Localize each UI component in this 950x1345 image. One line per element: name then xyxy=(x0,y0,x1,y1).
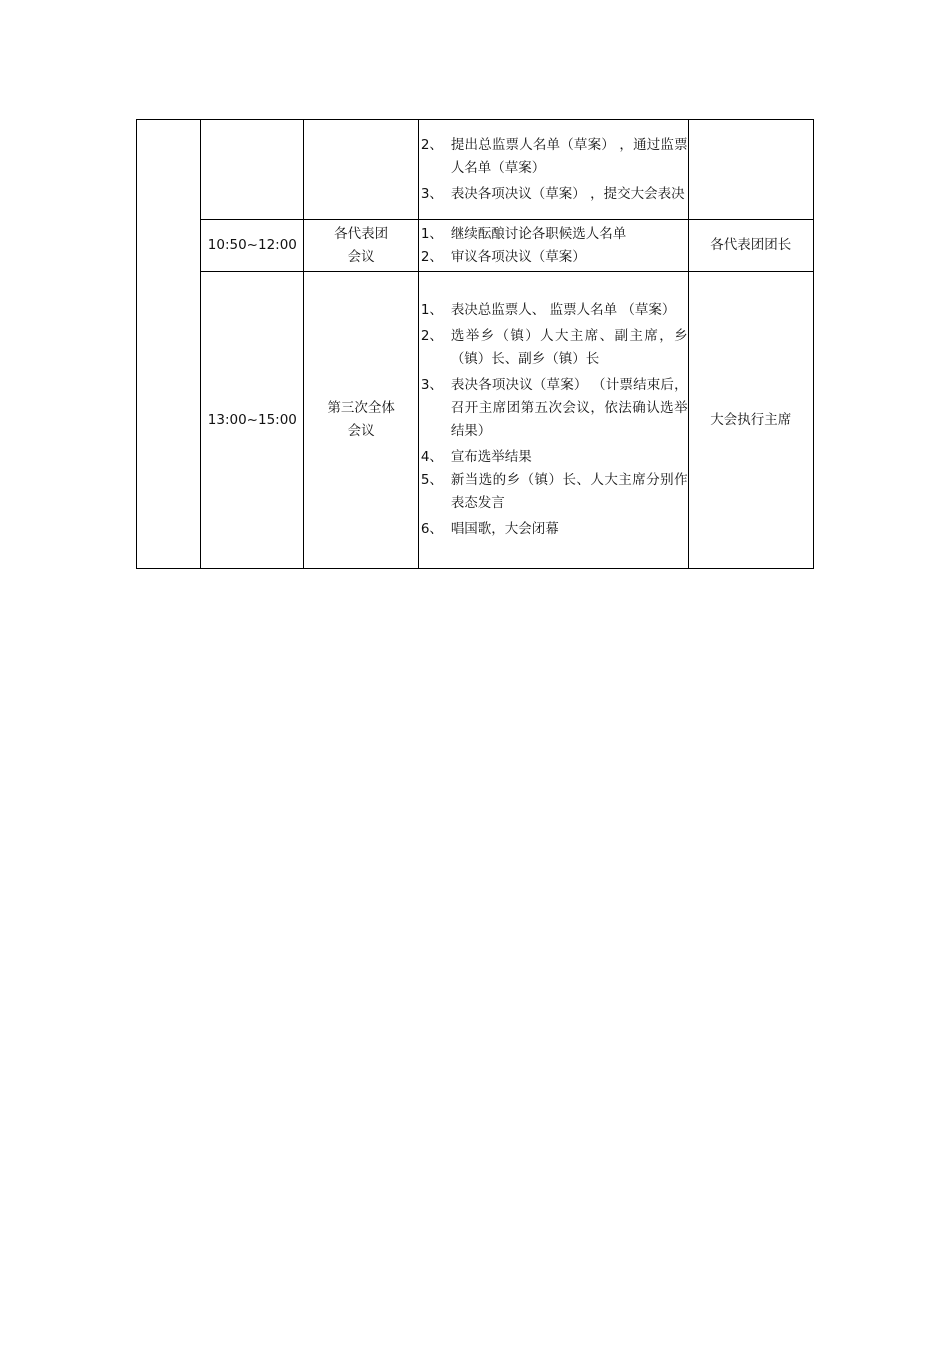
item-number: 4、 xyxy=(420,449,443,465)
item-text: 审议各项决议（草案） xyxy=(450,248,586,265)
item-text: 宣布选举结果 xyxy=(450,449,532,465)
table-row xyxy=(137,272,814,569)
agenda-item xyxy=(419,299,688,322)
item-text: 唱国歌，大会闭幕 xyxy=(450,521,559,537)
item-number: 6、 xyxy=(420,521,443,537)
agenda-item xyxy=(419,246,688,269)
agenda-item xyxy=(419,469,688,515)
table-row xyxy=(137,220,814,272)
meeting-type-line: 会议 xyxy=(347,423,375,439)
agenda-items-cell xyxy=(418,272,688,569)
item-text: 选举乡（镇）人大主席、副主席，乡（镇）长、副乡（镇）长 xyxy=(450,328,688,367)
agenda-items-cell xyxy=(418,120,688,220)
item-number: 2、 xyxy=(420,328,443,344)
time-cell xyxy=(201,120,304,220)
agenda-item xyxy=(419,518,688,541)
item-text: 表决总监票人、 监票人名单 （草案） xyxy=(450,302,676,318)
meeting-type-line: 各代表团 xyxy=(334,225,389,242)
agenda-item xyxy=(419,134,688,180)
item-number: 2、 xyxy=(420,248,443,265)
host-cell: 各代表团团长 xyxy=(688,220,813,272)
item-text: 表决各项决议（草案） ，提交大会表决 xyxy=(450,185,685,202)
blank-date-cell xyxy=(137,120,201,569)
host-cell xyxy=(688,120,813,220)
table-row xyxy=(137,120,814,220)
item-number: 3、 xyxy=(420,185,443,202)
time-cell: 10:50~12:00 xyxy=(201,220,304,272)
item-number: 3、 xyxy=(420,377,443,393)
agenda-item xyxy=(419,183,688,206)
agenda-item xyxy=(419,446,688,469)
item-number: 2、 xyxy=(420,136,443,153)
meeting-type-line: 会议 xyxy=(347,248,375,265)
item-number: 1、 xyxy=(420,225,443,242)
meeting-type-cell xyxy=(304,220,418,272)
item-number: 5、 xyxy=(420,472,443,488)
meeting-type-line: 第三次全体 xyxy=(327,400,395,416)
meeting-type-cell xyxy=(304,120,418,220)
item-number: 1、 xyxy=(420,302,443,318)
agenda-item xyxy=(419,223,688,246)
item-text: 继续酝酿讨论各职候选人名单 xyxy=(450,225,627,242)
agenda-item xyxy=(419,374,688,443)
item-text: 提出总监票人名单（草案） ，通过监票人名单（草案） xyxy=(450,136,688,176)
meeting-schedule-table xyxy=(136,119,814,569)
item-text: 表决各项决议（草案） （计票结束后，召开主席团第五次会议，依法确认选举结果） xyxy=(450,377,688,439)
time-cell: 13:00~15:00 xyxy=(201,272,304,569)
agenda-item xyxy=(419,325,688,371)
host-cell: 大会执行主席 xyxy=(688,272,813,569)
meeting-type-cell xyxy=(304,272,418,569)
agenda-items-cell xyxy=(418,220,688,272)
item-text: 新当选的乡（镇）长、人大主席分别作表态发言 xyxy=(450,472,688,511)
